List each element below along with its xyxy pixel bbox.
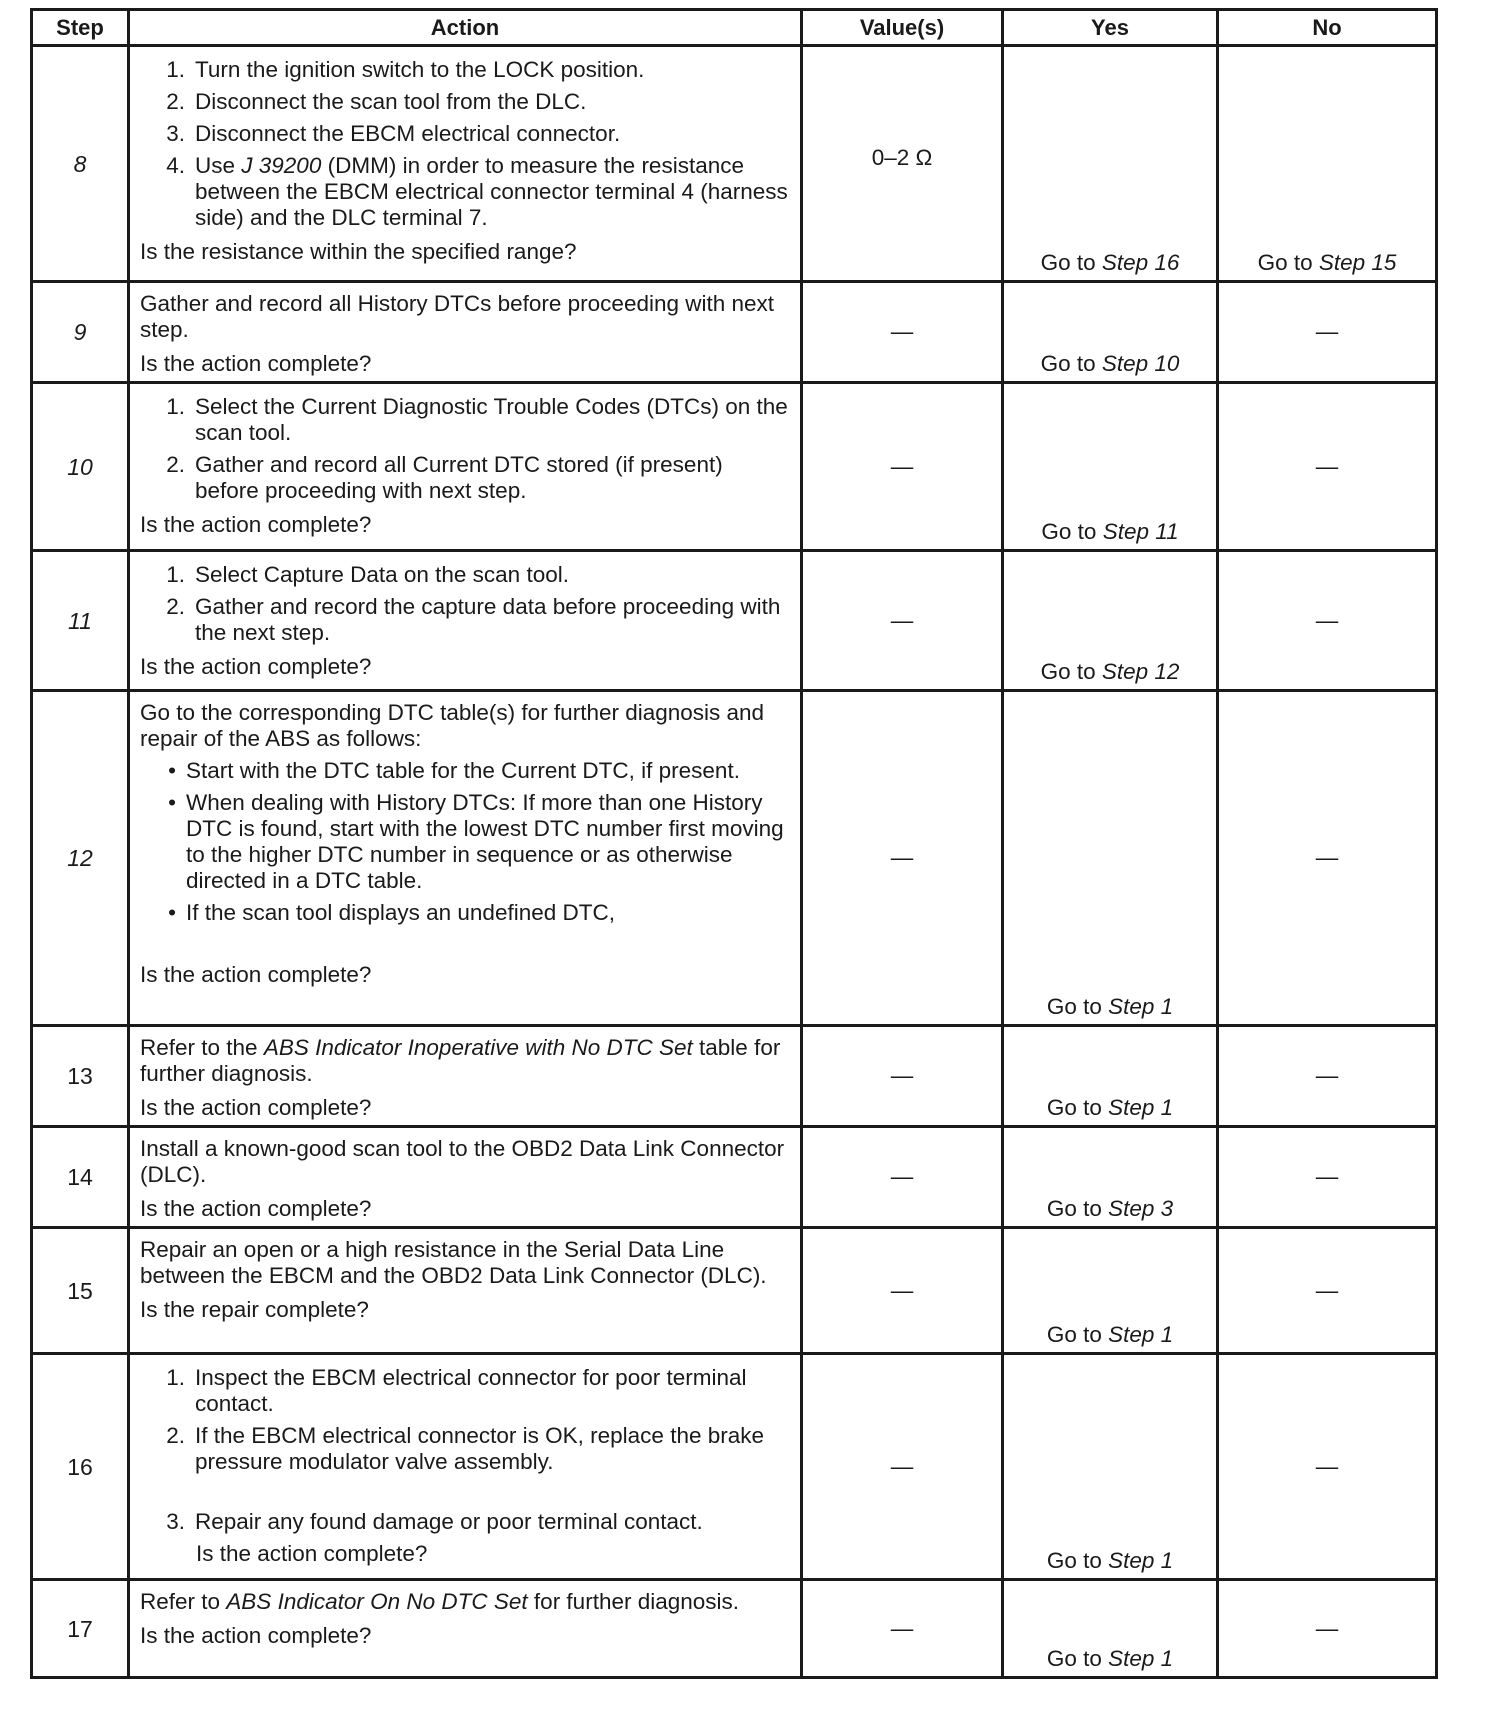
header-yes: Yes (1003, 10, 1218, 46)
table-row-step-12 (32, 691, 1437, 1026)
list-item: 2. Gather and record all Current DTC stored (if present) before proceeding with next step. (166, 452, 723, 503)
list-item: 3. Disconnect the EBCM electrical connector. (166, 121, 621, 146)
header-row (32, 10, 1437, 46)
step-number: 11 (32, 551, 129, 691)
step-number: 12 (32, 691, 129, 1026)
list-item: • When dealing with History DTCs: If more than one History DTC is found, start with the lowest DTC number first moving to the higher DTC number in sequence or as otherwise directed in a DTC table. (168, 790, 784, 893)
table-row-step-15 (32, 1228, 1437, 1354)
action-cell (129, 551, 802, 691)
no-cell: — (1218, 1026, 1437, 1127)
yes-cell: Go to Step 10 (1003, 282, 1218, 383)
table-ref: ABS Indicator Inoperative with No DTC Set (263, 1035, 693, 1060)
action-text: Gather and record all History DTCs before proceeding with next step. (140, 291, 775, 342)
table-row-step-13 (32, 1026, 1437, 1127)
question: Is the action complete? (140, 512, 372, 537)
question: Is the action complete? (140, 351, 372, 376)
header-step: Step (32, 10, 129, 46)
yes-cell: Go to Step 1 (1003, 1228, 1218, 1354)
action-text: Refer to ABS Indicator On No DTC Set for further diagnosis. (140, 1589, 740, 1614)
no-cell: — (1218, 383, 1437, 551)
step-number: 10 (32, 383, 129, 551)
list-item: 1. Turn the ignition switch to the LOCK position. (166, 57, 645, 82)
value-cell: — (802, 551, 1003, 691)
table-row-step-10 (32, 383, 1437, 551)
step-number: 9 (32, 282, 129, 383)
value-cell: — (802, 1580, 1003, 1678)
action-text: Refer to the ABS Indicator Inoperative with No DTC Set table for further diagnosis. (140, 1035, 781, 1086)
no-cell: — (1218, 691, 1437, 1026)
list-item: 2. If the EBCM electrical connector is OK, replace the brake pressure modulator valve assembly. (166, 1423, 765, 1474)
action-text: Repair an open or a high resistance in the Serial Data Line between the EBCM and the OBD2 Data Link Connector (DLC). (140, 1237, 767, 1288)
header-action: Action (129, 10, 802, 46)
table-ref: ABS Indicator On No DTC Set (226, 1589, 528, 1614)
question: Is the action complete? (196, 1541, 428, 1566)
list-item: 2. Gather and record the capture data before proceeding with the next step. (166, 594, 781, 645)
no-cell: — (1218, 1127, 1437, 1228)
action-cell (129, 1127, 802, 1228)
yes-cell: Go to Step 11 (1003, 383, 1218, 551)
table-row-step-11 (32, 551, 1437, 691)
action-text: Install a known-good scan tool to the OBD2 Data Link Connector (DLC). (140, 1136, 785, 1187)
table-row-step-16 (32, 1354, 1437, 1580)
list-item: 1. Select Capture Data on the scan tool. (166, 562, 569, 587)
question: Is the action complete? (140, 654, 372, 679)
yes-cell: Go to Step 1 (1003, 1580, 1218, 1678)
yes-cell: Go to Step 1 (1003, 1026, 1218, 1127)
value-cell: — (802, 1127, 1003, 1228)
action-cell (129, 691, 802, 1026)
question: Is the action complete? (140, 1196, 372, 1221)
no-cell: Go to Step 15 (1218, 46, 1437, 282)
step-number: 13 (32, 1026, 129, 1127)
action-cell (129, 1228, 802, 1354)
step-number: 15 (32, 1228, 129, 1354)
no-cell: — (1218, 282, 1437, 383)
list-item: 1. Inspect the EBCM electrical connector for poor terminal contact. (166, 1365, 747, 1416)
table-row-step-9 (32, 282, 1437, 383)
question: Is the action complete? (140, 1095, 372, 1120)
value-cell: — (802, 691, 1003, 1026)
yes-cell: Go to Step 12 (1003, 551, 1218, 691)
action-cell (129, 1026, 802, 1127)
value-cell: — (802, 383, 1003, 551)
step-number: 17 (32, 1580, 129, 1678)
action-cell (129, 1354, 802, 1580)
yes-cell: Go to Step 1 (1003, 691, 1218, 1026)
question: Is the action complete? (140, 962, 372, 987)
no-cell: — (1218, 1354, 1437, 1580)
list-item: • If the scan tool displays an undefined DTC, (168, 900, 615, 925)
list-item: 4. Use J 39200 (DMM) in order to measure the resistance between the EBCM electrical connector terminal 4 (harness side) and the DLC terminal 7. (166, 153, 788, 230)
header-values: Value(s) (802, 10, 1003, 46)
no-cell: — (1218, 1228, 1437, 1354)
question: Is the action complete? (140, 1623, 372, 1648)
value-cell: 0–2 Ω (802, 46, 1003, 282)
list-item: 2. Disconnect the scan tool from the DLC. (166, 89, 587, 114)
value-cell: — (802, 1228, 1003, 1354)
action-text: Go to the corresponding DTC table(s) for further diagnosis and repair of the ABS as follows: (140, 700, 765, 751)
step-number: 8 (32, 46, 129, 282)
list-item: 1. Select the Current Diagnostic Trouble Codes (DTCs) on the scan tool. (166, 394, 788, 445)
diagnostic-table (30, 8, 1438, 1679)
header-no: No (1218, 10, 1437, 46)
no-cell: — (1218, 1580, 1437, 1678)
action-cell (129, 46, 802, 282)
list-item: • Start with the DTC table for the Current DTC, if present. (168, 758, 740, 783)
action-cell (129, 282, 802, 383)
action-cell (129, 1580, 802, 1678)
no-cell: — (1218, 551, 1437, 691)
yes-cell: Go to Step 16 (1003, 46, 1218, 282)
table-row-step-17 (32, 1580, 1437, 1678)
table-row-step-14 (32, 1127, 1437, 1228)
table-row-step-8 (32, 46, 1437, 282)
yes-cell: Go to Step 1 (1003, 1354, 1218, 1580)
value-cell: — (802, 1354, 1003, 1580)
step-number: 16 (32, 1354, 129, 1580)
list-item: 3. Repair any found damage or poor terminal contact. (166, 1509, 703, 1534)
question: Is the resistance within the specified range? (140, 239, 577, 264)
value-cell: — (802, 1026, 1003, 1127)
tool-ref: J 39200 (241, 153, 322, 178)
step-number: 14 (32, 1127, 129, 1228)
action-cell (129, 383, 802, 551)
question: Is the repair complete? (140, 1297, 369, 1322)
value-cell: — (802, 282, 1003, 383)
yes-cell: Go to Step 3 (1003, 1127, 1218, 1228)
